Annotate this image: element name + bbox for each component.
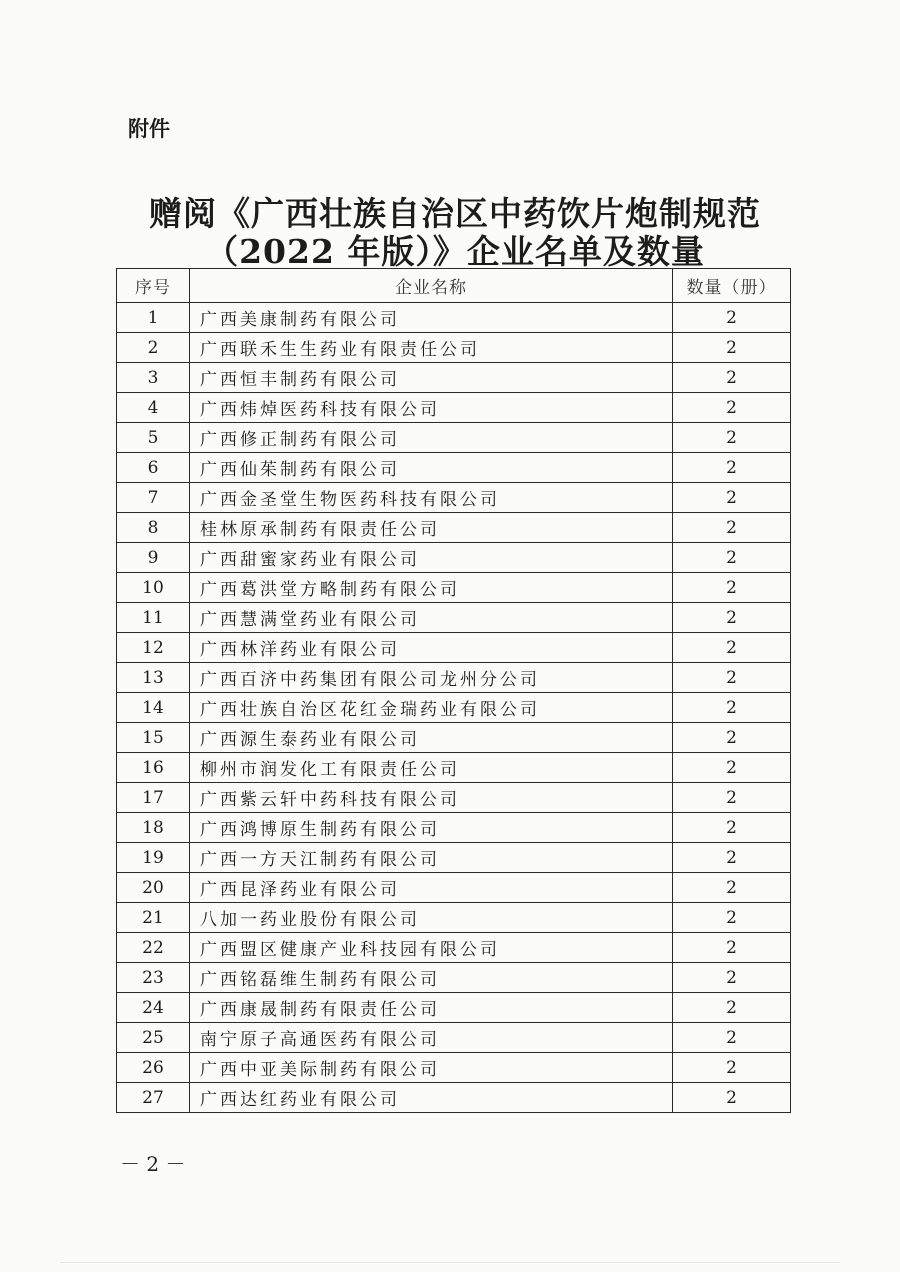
table-row (117, 543, 791, 573)
row-index: 14 (117, 693, 190, 723)
row-quantity: 2 (673, 1083, 791, 1113)
row-quantity: 2 (673, 963, 791, 993)
row-quantity: 2 (673, 303, 791, 333)
row-quantity: 2 (673, 333, 791, 363)
row-index: 23 (117, 963, 190, 993)
row-index: 16 (117, 753, 190, 783)
row-enterprise-name: 广西盟区健康产业科技园有限公司 (190, 933, 673, 963)
row-quantity: 2 (673, 993, 791, 1023)
table-header-row (117, 269, 791, 303)
table-row (117, 1083, 791, 1113)
row-enterprise-name: 桂林原承制药有限责任公司 (190, 513, 673, 543)
table-row (117, 603, 791, 633)
table-row (117, 933, 791, 963)
row-index: 8 (117, 513, 190, 543)
table-row (117, 1053, 791, 1083)
row-enterprise-name: 广西甜蜜家药业有限公司 (190, 543, 673, 573)
row-quantity: 2 (673, 783, 791, 813)
row-index: 2 (117, 333, 190, 363)
row-index: 9 (117, 543, 190, 573)
scan-edge-line (60, 1262, 840, 1263)
row-quantity: 2 (673, 543, 791, 573)
table-row (117, 903, 791, 933)
table-row (117, 333, 791, 363)
document-title-line-2: （2022 年版）》企业名单及数量 (205, 232, 705, 271)
row-index: 13 (117, 663, 190, 693)
page-number: － 2 － (120, 1152, 186, 1176)
row-index: 20 (117, 873, 190, 903)
row-enterprise-name: 广西林洋药业有限公司 (190, 633, 673, 663)
row-index: 1 (117, 303, 190, 333)
table-row (117, 783, 791, 813)
row-quantity: 2 (673, 693, 791, 723)
table-row (117, 303, 791, 333)
header-index: 序号 (117, 269, 190, 303)
table-row (117, 693, 791, 723)
row-quantity: 2 (673, 633, 791, 663)
table-row (117, 663, 791, 693)
row-quantity: 2 (673, 603, 791, 633)
table-row (117, 363, 791, 393)
row-enterprise-name: 广西中亚美际制药有限公司 (190, 1053, 673, 1083)
table-row (117, 753, 791, 783)
row-enterprise-name: 广西百济中药集团有限公司龙州分公司 (190, 663, 673, 693)
row-index: 6 (117, 453, 190, 483)
row-enterprise-name: 广西壮族自治区花红金瑞药业有限公司 (190, 693, 673, 723)
row-enterprise-name: 广西美康制药有限公司 (190, 303, 673, 333)
row-quantity: 2 (673, 513, 791, 543)
row-enterprise-name: 广西葛洪堂方略制药有限公司 (190, 573, 673, 603)
row-quantity: 2 (673, 903, 791, 933)
row-enterprise-name: 广西金圣堂生物医药科技有限公司 (190, 483, 673, 513)
row-index: 12 (117, 633, 190, 663)
row-quantity: 2 (673, 753, 791, 783)
row-index: 10 (117, 573, 190, 603)
row-index: 27 (117, 1083, 190, 1113)
table-row (117, 513, 791, 543)
row-enterprise-name: 广西康晟制药有限责任公司 (190, 993, 673, 1023)
row-enterprise-name: 八加一药业股份有限公司 (190, 903, 673, 933)
row-enterprise-name: 广西铭磊维生制药有限公司 (190, 963, 673, 993)
row-index: 26 (117, 1053, 190, 1083)
row-quantity: 2 (673, 813, 791, 843)
row-index: 21 (117, 903, 190, 933)
row-quantity: 2 (673, 393, 791, 423)
table-row (117, 723, 791, 753)
table-row (117, 963, 791, 993)
row-quantity: 2 (673, 1023, 791, 1053)
row-quantity: 2 (673, 723, 791, 753)
table-row (117, 993, 791, 1023)
row-quantity: 2 (673, 573, 791, 603)
attachment-label: 附件 (128, 117, 170, 141)
row-enterprise-name: 广西炜焯医药科技有限公司 (190, 393, 673, 423)
row-quantity: 2 (673, 483, 791, 513)
row-index: 19 (117, 843, 190, 873)
row-enterprise-name: 柳州市润发化工有限责任公司 (190, 753, 673, 783)
row-enterprise-name: 南宁原子高通医药有限公司 (190, 1023, 673, 1053)
table-row (117, 483, 791, 513)
row-enterprise-name: 广西鸿博原生制药有限公司 (190, 813, 673, 843)
row-index: 18 (117, 813, 190, 843)
row-index: 17 (117, 783, 190, 813)
row-index: 24 (117, 993, 190, 1023)
row-index: 4 (117, 393, 190, 423)
table-row (117, 843, 791, 873)
row-enterprise-name: 广西达红药业有限公司 (190, 1083, 673, 1113)
row-quantity: 2 (673, 1053, 791, 1083)
table-row (117, 873, 791, 903)
table-row (117, 453, 791, 483)
table-row (117, 423, 791, 453)
row-enterprise-name: 广西修正制药有限公司 (190, 423, 673, 453)
row-quantity: 2 (673, 933, 791, 963)
table-row (117, 573, 791, 603)
table-row (117, 393, 791, 423)
table-row (117, 1023, 791, 1053)
row-quantity: 2 (673, 873, 791, 903)
row-enterprise-name: 广西慧满堂药业有限公司 (190, 603, 673, 633)
row-quantity: 2 (673, 363, 791, 393)
row-enterprise-name: 广西紫云轩中药科技有限公司 (190, 783, 673, 813)
row-index: 15 (117, 723, 190, 753)
row-quantity: 2 (673, 423, 791, 453)
row-enterprise-name: 广西一方天江制药有限公司 (190, 843, 673, 873)
row-index: 7 (117, 483, 190, 513)
enterprise-table (116, 268, 791, 1113)
row-enterprise-name: 广西恒丰制药有限公司 (190, 363, 673, 393)
header-quantity: 数量（册） (673, 269, 791, 303)
row-index: 22 (117, 933, 190, 963)
row-index: 11 (117, 603, 190, 633)
row-quantity: 2 (673, 843, 791, 873)
table-row (117, 813, 791, 843)
row-quantity: 2 (673, 453, 791, 483)
header-enterprise-name: 企业名称 (190, 269, 673, 303)
row-index: 5 (117, 423, 190, 453)
row-quantity: 2 (673, 663, 791, 693)
table-row (117, 633, 791, 663)
row-enterprise-name: 广西联禾生生药业有限责任公司 (190, 333, 673, 363)
row-index: 25 (117, 1023, 190, 1053)
row-index: 3 (117, 363, 190, 393)
row-enterprise-name: 广西仙茱制药有限公司 (190, 453, 673, 483)
document-title-line-1: 赠阅《广西壮族自治区中药饮片炮制规范 (149, 194, 761, 233)
row-enterprise-name: 广西昆泽药业有限公司 (190, 873, 673, 903)
row-enterprise-name: 广西源生泰药业有限公司 (190, 723, 673, 753)
